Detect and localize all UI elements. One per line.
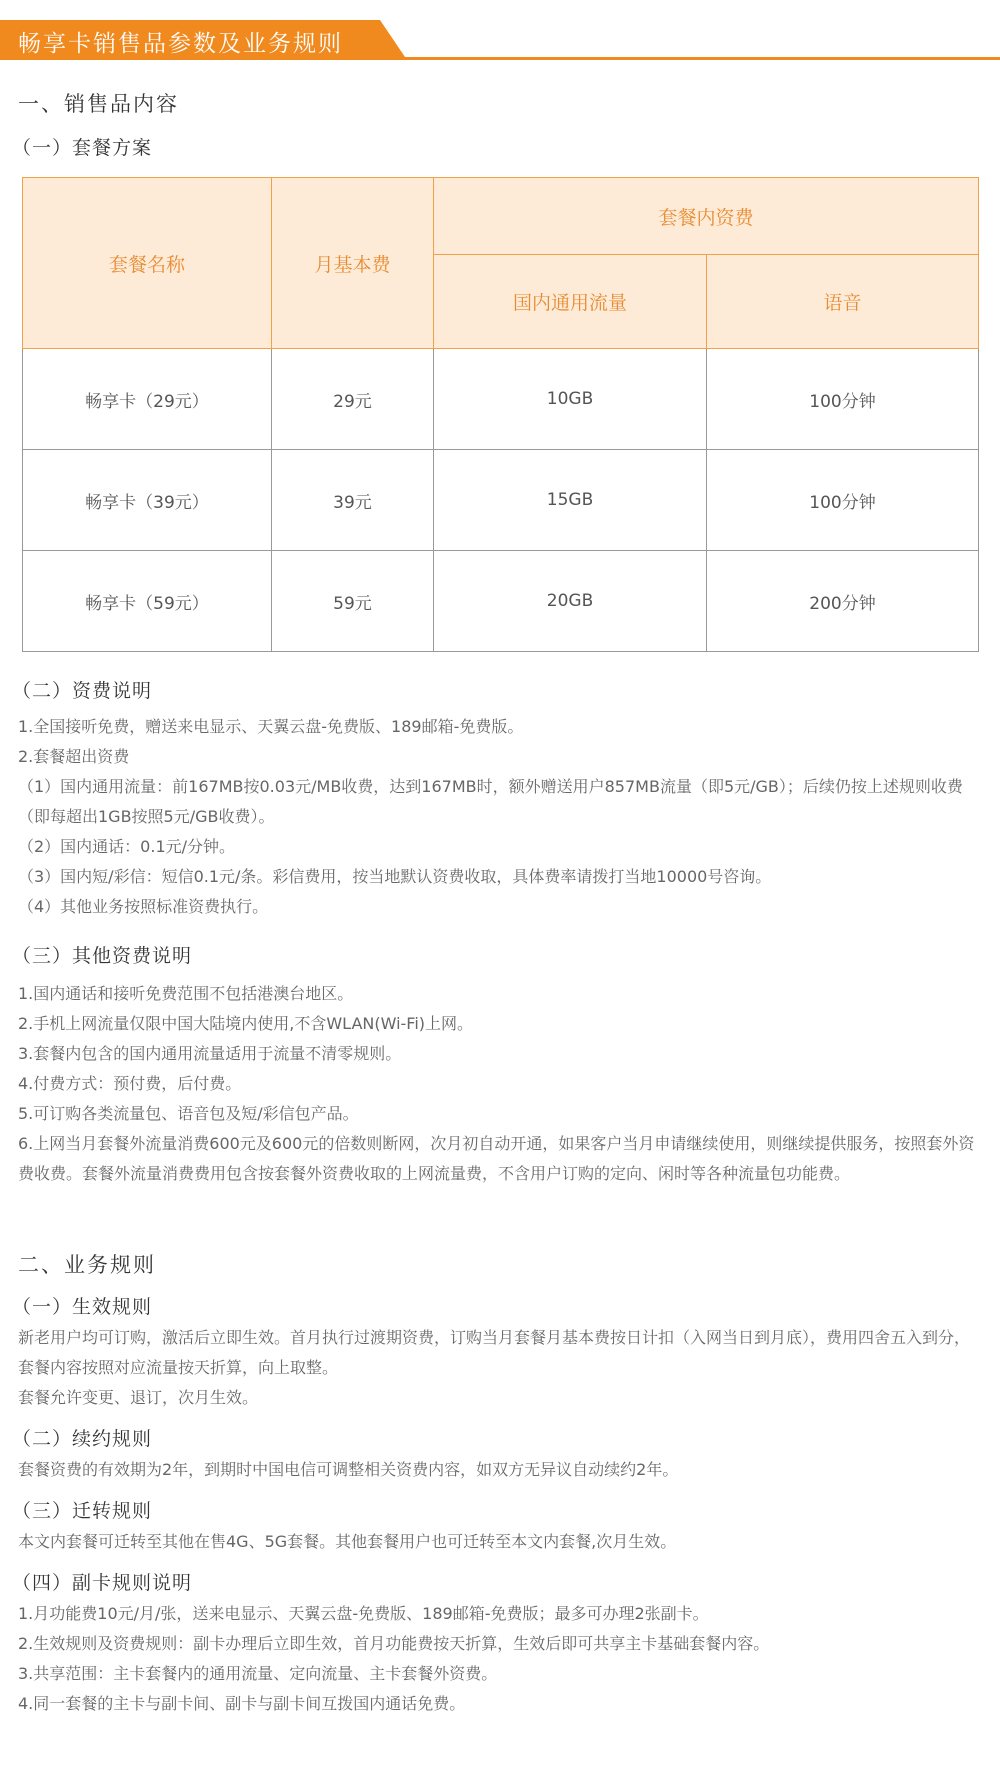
other-fee-line: 2.手机上网流量仅限中国大陆境内使用,不含WLAN(Wi-Fi)上网。: [18, 1014, 474, 1033]
plan-fee-cell: 29元: [272, 349, 434, 450]
effect-line: 套餐允许变更、退订，次月生效。: [18, 1388, 259, 1407]
plan-table: [22, 177, 979, 652]
plan-data-cell: 10GB: [434, 349, 707, 450]
fee-line: （4）其他业务按照标准资费执行。: [18, 897, 269, 916]
sub-card-line: 3.共享范围：主卡套餐内的通用流量、定向流量、主卡套餐外资费。: [18, 1664, 498, 1683]
plan-fee-cell: 39元: [272, 450, 434, 551]
sub-card-line: 4.同一套餐的主卡与副卡间、副卡与副卡间互拨国内通话免费。: [18, 1694, 466, 1713]
plan-voice-cell: 100分钟: [707, 450, 979, 551]
other-fee-line: 1.国内通话和接听免费范围不包括港澳台地区。: [18, 984, 354, 1003]
fee-line: （2）国内通话：0.1元/分钟。: [18, 837, 236, 856]
plan-data-cell: 20GB: [434, 551, 707, 652]
subsection-fee-title: （二）资费说明: [12, 680, 153, 702]
plan-name-cell: 畅享卡（29元）: [23, 349, 272, 450]
header-bar: [0, 20, 1000, 60]
sub-card-line: 1.月功能费10元/月/张，送来电显示、天翼云盘-免费版、189邮箱-免费版；最多可办理2张副卡。: [18, 1604, 709, 1623]
fee-line: 2.套餐超出资费: [18, 747, 130, 766]
fee-line: 1.全国接听免费，赠送来电显示、天翼云盘-免费版、189邮箱-免费版。: [18, 717, 524, 736]
subsection-renew-title: （二）续约规则: [12, 1428, 153, 1450]
section-1-title: 一、销售品内容: [18, 92, 179, 116]
other-fee-line: 3.套餐内包含的国内通用流量适用于流量不清零规则。: [18, 1044, 402, 1063]
other-fee-line: 5.可订购各类流量包、语音包及短/彩信包产品。: [18, 1104, 359, 1123]
plan-data-cell: 15GB: [434, 450, 707, 551]
table-header-voice: 语音: [707, 255, 979, 349]
plan-name-cell: 畅享卡（39元）: [23, 450, 272, 551]
subsection-other-fee-title: （三）其他资费说明: [12, 945, 193, 967]
table-row: [23, 450, 979, 551]
section-2-title: 二、业务规则: [18, 1253, 156, 1277]
other-fee-line: 6.上网当月套餐外流量消费600元及600元的倍数则断网，次月初自动开通，如果客户当月申请继续使用，则继续提供服务，按照套外资费收费。套餐外流量消费费用包含按套餐外资费收取的上网流量费，不含用户订购的定向、闲时等各种流量包功能费。: [18, 1134, 975, 1183]
subsection-effect-title: （一）生效规则: [12, 1296, 153, 1318]
subsection-plan-title: （一）套餐方案: [12, 137, 153, 159]
plan-voice-cell: 200分钟: [707, 551, 979, 652]
table-header-name: 套餐名称: [23, 178, 272, 349]
plan-fee-cell: 59元: [272, 551, 434, 652]
page-title: 畅享卡销售品参数及业务规则: [18, 31, 343, 57]
migrate-line: 本文内套餐可迁转至其他在售4G、5G套餐。其他套餐用户也可迁转至本文内套餐,次月生效。: [18, 1532, 677, 1551]
table-row: [23, 551, 979, 652]
table-header-fee: 月基本费: [272, 178, 434, 349]
table-row: [23, 349, 979, 450]
effect-line: 新老用户均可订购，激活后立即生效。首月执行过渡期资费，订购当月套餐月基本费按日计扣（入网当日到月底），费用四舍五入到分，套餐内容按照对应流量按天折算，向上取整。: [18, 1328, 971, 1377]
renew-line: 套餐资费的有效期为2年，到期时中国电信可调整相关资费内容，如双方无异议自动续约2年。: [18, 1460, 679, 1479]
subsection-migrate-title: （三）迁转规则: [12, 1500, 153, 1522]
sub-card-line: 2.生效规则及资费规则：副卡办理后立即生效，首月功能费按天折算，生效后即可共享主卡基础套餐内容。: [18, 1634, 770, 1653]
plan-name-cell: 畅享卡（59元）: [23, 551, 272, 652]
other-fee-line: 4.付费方式：预付费，后付费。: [18, 1074, 242, 1093]
table-header-data: 国内通用流量: [434, 255, 707, 349]
subsection-sub-card-title: （四）副卡规则说明: [12, 1572, 193, 1594]
fee-line: （3）国内短/彩信：短信0.1元/条。彩信费用，按当地默认资费收取，具体费率请拨打当地10000号咨询。: [18, 867, 772, 886]
plan-voice-cell: 100分钟: [707, 349, 979, 450]
fee-line: （1）国内通用流量：前167MB按0.03元/MB收费，达到167MB时，额外赠送用户857MB流量（即5元/GB）；后续仍按上述规则收费（即每超出1GB按照5元/GB收费）。: [18, 777, 963, 826]
table-header-group: 套餐内资费: [434, 178, 979, 255]
